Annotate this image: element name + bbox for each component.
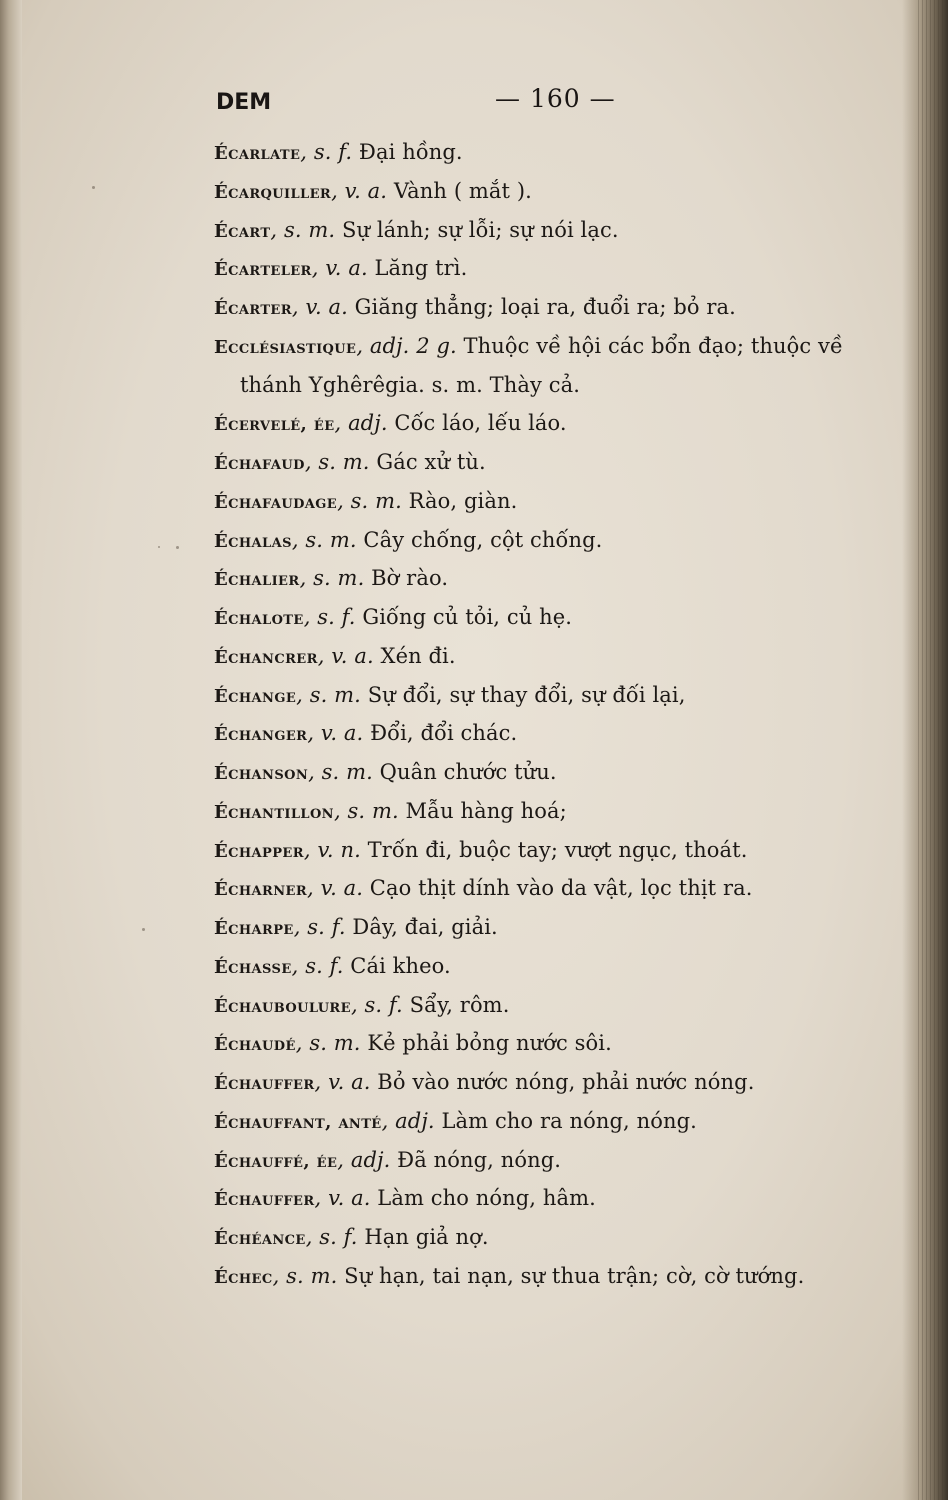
entry-definition: Sự hạn, tai nạn, sự thua trận; cờ, cờ tướng. [337, 1263, 805, 1288]
entry-grammar: , v. a. [307, 721, 364, 746]
entry-grammar: , s. m. [272, 1263, 338, 1288]
dictionary-entry [214, 831, 904, 870]
book-spine-shadow [0, 0, 22, 1500]
entry-definition: Gác xử tù. [369, 450, 486, 474]
dictionary-entry [214, 327, 904, 366]
entry-grammar: , v. a. [314, 1186, 371, 1211]
entry-definition: Kẻ phải bỏng nước sôi. [360, 1031, 612, 1056]
entry-headword: Échéance [214, 1228, 306, 1249]
dictionary-entry-continuation [214, 366, 904, 405]
entry-grammar: , s. f. [300, 140, 353, 164]
entry-headword: Écarter [214, 298, 292, 319]
dictionary-entry [214, 792, 904, 831]
dictionary-entry [214, 211, 904, 250]
page-number: — 160 — [495, 84, 616, 113]
entry-headword: Échange [214, 685, 297, 707]
dictionary-entry [214, 1024, 904, 1063]
entry-grammar: , s. f. [305, 1225, 358, 1249]
entry-definition: Cốc láo, lếu láo. [387, 411, 567, 436]
entry-grammar: , s. m. [308, 760, 373, 784]
dictionary-entry [214, 1063, 904, 1102]
running-header [0, 84, 948, 124]
entry-headword: Échauffer [214, 1073, 315, 1094]
entry-definition: Đại hồng. [352, 140, 463, 164]
entry-definition: Thuộc về hội các bổn đạo; thuộc về [456, 333, 844, 358]
entry-definition: Bờ rào. [364, 566, 449, 591]
guide-word: DEM [216, 90, 272, 115]
entry-definition: Lăng trì. [367, 256, 468, 281]
entry-headword: Écharner [214, 879, 308, 901]
entry-headword: Ecclésiastique [214, 336, 357, 358]
entry-grammar: , adj. 2 g. [356, 333, 457, 358]
entry-headword: Échalas [214, 530, 292, 552]
entry-definition: Hạn giả nợ. [357, 1225, 489, 1249]
entry-headword: Écarteler [214, 259, 312, 281]
entry-grammar: , v. a. [317, 643, 374, 668]
dictionary-entry [214, 947, 904, 986]
entry-grammar: , v. a. [314, 1070, 371, 1094]
entry-definition: Sự lánh; sự lỗi; sự nói lạc. [335, 217, 619, 242]
entry-headword: Échafaudage [214, 491, 338, 513]
entry-grammar: , s. m. [270, 217, 336, 242]
entry-grammar: , v. a. [331, 178, 388, 203]
entry-definition: Làm cho nóng, hâm. [370, 1186, 596, 1211]
dictionary-entry [214, 1257, 904, 1296]
entry-definition: Rào, giàn. [401, 488, 518, 513]
entry-headword: Échasse [214, 956, 292, 978]
entry-headword: Échafaud [214, 453, 305, 474]
paper-speck [176, 546, 179, 549]
entry-definition: Làm cho ra nóng, nóng. [434, 1108, 697, 1133]
dictionary-entry [214, 559, 904, 598]
entry-headword: Écervelé, ée [214, 414, 335, 436]
entry-grammar: , v. a. [311, 256, 368, 281]
page-edge-leaves [918, 0, 944, 1500]
dictionary-entry [214, 908, 904, 947]
entry-headword: Échaudé [214, 1034, 296, 1056]
dictionary-entry [214, 249, 904, 288]
dictionary-entry [214, 288, 904, 327]
entry-headword: Échauboulure [214, 995, 351, 1017]
entry-definition: Cạo thịt dính vào da vật, lọc thịt ra. [363, 876, 753, 901]
entry-grammar: , s. m. [291, 527, 357, 552]
dictionary-entry [214, 676, 904, 715]
entry-grammar: , s. m. [333, 798, 399, 823]
entry-definition: Dây, đai, giải. [345, 915, 498, 939]
entry-grammar: , adj. [334, 411, 388, 436]
dictionary-entry [214, 1218, 904, 1257]
entry-headword: Échauffant, anté [214, 1111, 382, 1133]
entry-headword: Échec [214, 1266, 273, 1288]
entry-grammar: , s. m. [299, 566, 365, 591]
entry-headword: Échauffer [214, 1189, 315, 1211]
entry-headword: Échantillon [214, 801, 334, 823]
dictionary-entry [214, 714, 904, 753]
entry-definition: Vành ( mắt ). [387, 178, 532, 203]
entry-grammar: , v. a. [291, 295, 348, 319]
entry-grammar: , s. f. [303, 605, 356, 629]
dictionary-entry [214, 869, 904, 908]
entry-definition: Đã nóng, nóng. [390, 1147, 562, 1172]
dictionary-entry [214, 521, 904, 560]
entry-definition: Giống củ tỏi, củ hẹ. [355, 605, 573, 629]
entry-headword: Échancrer [214, 646, 318, 668]
dictionary-entry [214, 637, 904, 676]
entry-headword: Échalote [214, 608, 304, 629]
entry-definition: Quân chước tửu. [372, 760, 557, 784]
entry-headword: Écarlate [214, 143, 301, 164]
paper-speck [142, 928, 145, 931]
paper-speck [92, 186, 95, 189]
entry-grammar: , s. m. [296, 682, 361, 707]
entry-grammar: , s. m. [337, 488, 402, 513]
entry-headword: Échanson [214, 763, 309, 784]
entry-headword: Échauffé, ée [214, 1150, 338, 1172]
dictionary-entry [214, 482, 904, 521]
entry-definition: Cây chống, cột chống. [356, 527, 603, 552]
entry-headword: Échalier [214, 569, 300, 591]
entry-headword: Écharpe [214, 918, 294, 939]
entry-headword: Écarquiller [214, 181, 332, 203]
entry-grammar: , adj. [337, 1147, 391, 1172]
dictionary-entry [214, 133, 904, 172]
entry-definition: Bỏ vào nước nóng, phải nước nóng. [370, 1070, 755, 1094]
entry-grammar: , adj. [381, 1108, 435, 1133]
entry-grammar: , s. m. [295, 1031, 361, 1056]
entry-headword: Échanger [214, 724, 308, 746]
entry-definition: Đổi, đổi chác. [363, 721, 518, 746]
dictionary-entry [214, 753, 904, 792]
dictionary-entry [214, 1179, 904, 1218]
dictionary-entry [214, 443, 904, 482]
entry-grammar: , s. f. [293, 915, 346, 939]
dictionary-entry [214, 986, 904, 1025]
entry-grammar: , s. f. [350, 992, 403, 1017]
dictionary-entries [214, 133, 904, 1296]
entry-definition: Cái kheo. [343, 953, 451, 978]
entry-grammar: , s. f. [291, 953, 344, 978]
entry-definition: Giăng thẳng; loại ra, đuổi ra; bỏ ra. [347, 295, 736, 319]
entry-grammar: , v. n. [303, 837, 361, 862]
entry-definition: thánh Yghêrêgia. s. m. Thày cả. [240, 372, 581, 397]
dictionary-entry [214, 598, 904, 637]
entry-headword: Échapper [214, 840, 304, 862]
dictionary-entry [214, 404, 904, 443]
entry-definition: Xén đi. [373, 643, 456, 668]
entry-definition: Sự đổi, sự thay đổi, sự đối lại, [360, 682, 686, 707]
dictionary-entry [214, 1102, 904, 1141]
entry-definition: Sẩy, rôm. [402, 992, 510, 1017]
dictionary-entry [214, 172, 904, 211]
entry-definition: Trốn đi, buộc tay; vượt ngục, thoát. [360, 837, 748, 862]
entry-headword: Écart [214, 220, 271, 242]
entry-grammar: , s. m. [304, 450, 370, 474]
entry-grammar: , v. a. [307, 876, 364, 901]
entry-definition: Mẫu hàng hoá; [398, 798, 567, 823]
dictionary-entry [214, 1141, 904, 1180]
paper-speck [158, 546, 160, 548]
